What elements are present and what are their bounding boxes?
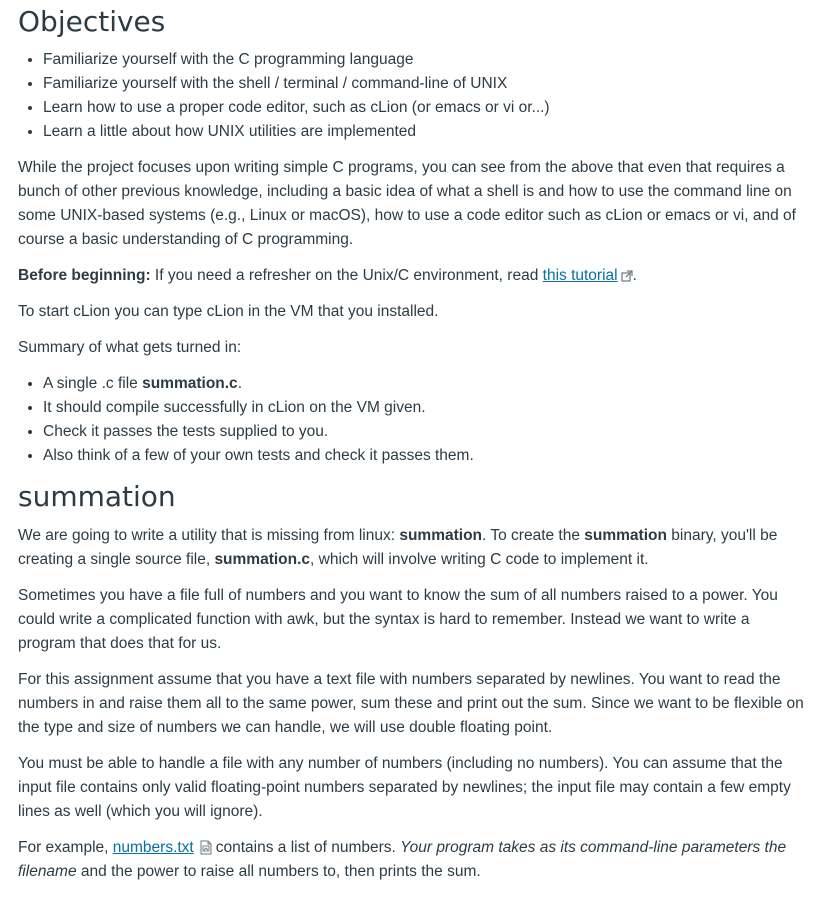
numbers-file-link[interactable]: numbers.txt <box>112 839 194 856</box>
before-beginning-label: Before beginning: <box>18 267 151 284</box>
example-paragraph <box>18 836 810 884</box>
list-item: • Learn a little about how UNIX utilities are implemented <box>43 120 810 144</box>
summary-label: Summary of what gets turned in: <box>18 339 242 356</box>
turnin-list <box>18 372 810 468</box>
turnin-item-text: A single .c file <box>43 375 143 392</box>
list-item: • Also think of a few of your own tests and check it passes them. <box>43 444 810 468</box>
tutorial-link[interactable]: this tutorial <box>542 267 618 284</box>
clion-paragraph: To start cLion you can type cLion in the VM that you installed. <box>18 303 439 320</box>
before-beginning-text: If you need a refresher on the Unix/C environment, read <box>150 267 543 284</box>
before-beginning-paragraph <box>18 264 810 288</box>
bold-term: summation.c <box>214 551 311 568</box>
text-span: . To create the <box>482 527 585 544</box>
italic-text: Your program takes as its command-line parameters the filename <box>18 839 787 880</box>
objectives-heading: Objectives <box>18 5 166 38</box>
text-span: contains a list of numbers. <box>215 839 401 856</box>
summation-intro-paragraph <box>18 524 810 572</box>
before-beginning-end: . <box>632 267 637 284</box>
turnin-item-bold: summation.c <box>142 375 238 392</box>
text-span: , which will involve writing C code to implement it. <box>310 551 649 568</box>
list-item: • Learn how to use a proper code editor, such as cLion (or emacs or vi or...) <box>43 96 810 120</box>
text-span: We are going to write a utility that is missing from linux: <box>18 527 400 544</box>
objectives-list <box>18 48 810 144</box>
bold-term: summation <box>584 527 667 544</box>
text-span: binary, you'll be creating a single source file, <box>18 527 778 568</box>
list-item: • Familiarize yourself with the C programming language <box>43 48 810 72</box>
bold-term: summation <box>399 527 483 544</box>
assignment-paragraph: For this assignment assume that you have a text file with numbers separated by newlines. You want to read the numbers in and raise them all to the same power, sum these and print out the sum. Since we want to be flexible on the type and size of numbers we can handle, we will use double floating point. <box>18 671 804 736</box>
external-link-icon <box>621 270 633 282</box>
motivation-paragraph: Sometimes you have a file full of numbers and you want to know the sum of all numbers raised to a power. You could write a complicated function with awk, but the syntax is hard to remember. Instead we want to write a program that does that for us. <box>18 587 778 652</box>
text-span: and the power to raise all numbers to, then prints the sum. <box>76 863 481 880</box>
file-preview-icon[interactable] <box>199 840 213 855</box>
list-item: • It should compile successfully in cLion on the VM given. <box>43 396 810 420</box>
list-item: • Check it passes the tests supplied to you. <box>43 420 810 444</box>
input-rules-paragraph: You must be able to handle a file with any number of numbers (including no numbers). You can assume that the input file contains only valid floating-point numbers separated by newlines; the input file may contain a few empty lines as well (which you will ignore). <box>18 755 791 820</box>
intro-paragraph: While the project focuses upon writing simple C programs, you can see from the above that even that requires a bunch of other previous knowledge, including a basic idea of what a shell is and how to use the command line on some UNIX-based systems (e.g., Linux or macOS), how to use a code editor such as cLion or emacs or vi, and of course a basic understanding of C programming. <box>18 159 796 248</box>
list-item: • Familiarize yourself with the shell / terminal / command-line of UNIX <box>43 72 810 96</box>
list-item <box>43 372 810 396</box>
turnin-item-end: . <box>237 375 242 392</box>
text-span: For example, <box>18 839 113 856</box>
summation-heading: summation <box>18 480 176 513</box>
